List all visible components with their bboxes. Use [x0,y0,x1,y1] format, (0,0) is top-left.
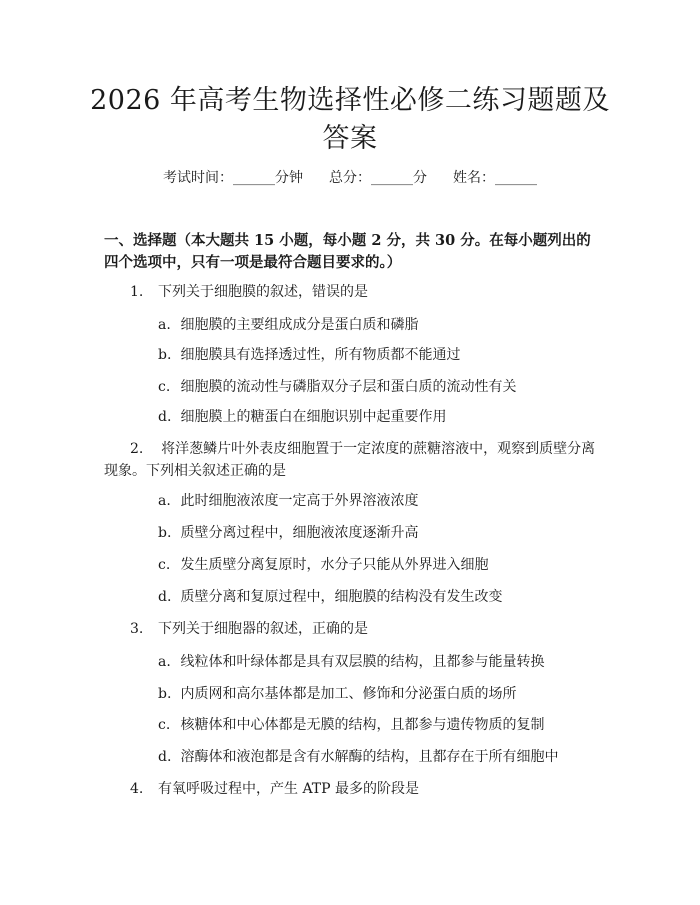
question-number: 2. [130,441,144,457]
option-letter: c. [158,717,171,733]
question-1-option-a [158,314,608,336]
question-number: 1. [130,284,144,300]
option-text: 质壁分离和复原过程中，细胞膜的结构没有发生改变 [180,589,503,605]
question-text: 下列关于细胞器的叙述，正确的是 [158,621,368,637]
option-text: 溶酶体和液泡都是含有水解酶的结构，且都存在于所有细胞中 [180,749,559,765]
question-2-option-a [158,490,608,512]
question-text: 将洋葱鳞片叶外表皮细胞置于一定浓度的蔗糖溶液中，观察到质壁分离现象。下列相关叙述正确的是 [104,441,596,479]
question-number: 4. [130,781,144,797]
exam-time-field [163,168,303,188]
option-letter: d. [158,409,172,425]
option-letter: a. [158,654,171,670]
option-text: 细胞膜的流动性与磷脂双分子层和蛋白质的流动性有关 [180,379,517,395]
question-1-option-b [158,344,608,366]
question-3-option-c [158,714,608,736]
option-text: 细胞膜的主要组成成分是蛋白质和磷脂 [180,317,419,333]
question-text: 下列关于细胞膜的叙述，错误的是 [158,284,368,300]
option-text: 核糖体和中心体都是无膜的结构，且都参与遗传物质的复制 [180,717,545,733]
question-3-option-d [158,746,608,768]
question-3-option-a [158,651,608,673]
option-letter: d. [158,749,172,765]
exam-time-blank: ______ [233,170,275,186]
option-letter: a. [158,493,171,509]
question-1-stem [104,281,604,303]
name-blank: ______ [495,170,537,186]
option-letter: b. [158,686,172,702]
document-title: 2026 年高考生物选择性必修二练习题题及答案 [90,85,610,154]
exam-info-line [0,168,700,188]
total-score-blank: ______ [371,170,413,186]
section-heading: 一、选择题（本大题共 15 小题，每小题 2 分，共 30 分。在每小题列出的四个选项中，只有一项是最符合题目要求的。） [104,232,591,271]
option-text: 发生质壁分离复原时，水分子只能从外界进入细胞 [180,557,489,573]
option-letter: d. [158,589,172,605]
option-text: 细胞膜上的糖蛋白在细胞识别中起重要作用 [180,409,447,425]
total-score-unit: 分 [413,170,427,186]
question-3-stem [104,618,604,640]
question-3-option-b [158,683,608,705]
total-score-field [329,168,427,188]
option-letter: b. [158,347,172,363]
question-2-stem [104,438,604,482]
question-number: 3. [130,621,144,637]
option-text: 此时细胞液浓度一定高于外界溶液浓度 [180,493,419,509]
exam-time-label: 考试时间： [163,170,233,186]
option-text: 细胞膜具有选择透过性，所有物质都不能通过 [180,347,461,363]
name-field [453,168,537,188]
question-2-option-c [158,554,608,576]
option-letter: c. [158,557,171,573]
option-text: 线粒体和叶绿体都是具有双层膜的结构，且都参与能量转换 [180,654,545,670]
question-2-option-d [158,586,608,608]
name-label: 姓名： [453,170,495,186]
option-letter: c. [158,379,171,395]
question-4-stem [104,778,604,800]
option-letter: a. [158,317,171,333]
option-text: 内质网和高尔基体都是加工、修饰和分泌蛋白质的场所 [180,686,517,702]
question-1-option-d [158,406,608,428]
option-text: 质壁分离过程中，细胞液浓度逐渐升高 [180,525,419,541]
question-text: 有氧呼吸过程中，产生 ATP 最多的阶段是 [158,781,420,797]
question-2-option-b [158,522,608,544]
total-score-label: 总分： [329,170,371,186]
option-letter: b. [158,525,172,541]
question-1-option-c [158,376,608,398]
exam-time-unit: 分钟 [275,170,303,186]
